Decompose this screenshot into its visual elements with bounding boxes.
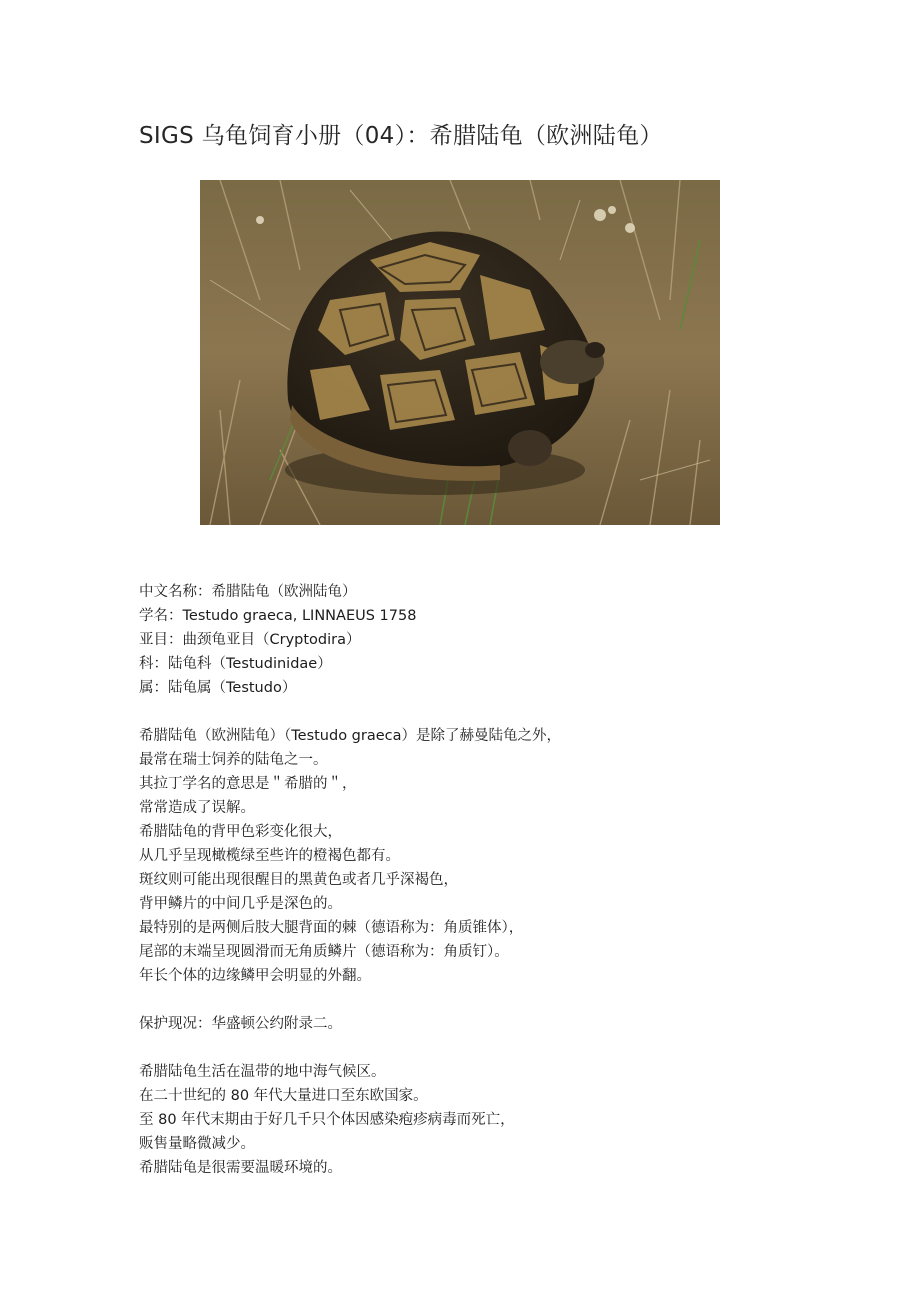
paragraph-gap xyxy=(139,700,839,724)
paragraph-gap xyxy=(139,1036,839,1060)
description-line: 从几乎呈现橄榄绿至些许的橙褐色都有。 xyxy=(139,848,400,864)
description-line: 常常造成了误解。 xyxy=(139,800,255,816)
description-line: 希腊陆龟（欧洲陆龟）（Testudo graeca）是除了赫曼陆龟之外， xyxy=(139,728,562,744)
info-chinese-name: 中文名称：希腊陆龟（欧洲陆龟） xyxy=(139,584,357,600)
page-title: SIGS 乌龟饲育小册（04）：希腊陆龟（欧洲陆龟） xyxy=(139,123,663,149)
description-line: 斑纹则可能出现很醒目的黑黄色或者几乎深褐色， xyxy=(139,872,458,888)
protection-status: 保护现况：华盛顿公约附录二。 xyxy=(139,1016,342,1032)
description-line: 尾部的末端呈现圆滑而无角质鳞片（德语称为：角质钉）。 xyxy=(139,944,509,960)
info-genus: 属：陆龟属（Testudo） xyxy=(139,680,297,696)
tortoise-photo xyxy=(200,180,720,525)
description-line: 最特别的是两侧后肢大腿背面的棘（德语称为：角质锥体）， xyxy=(139,920,524,936)
habitat-line: 贩售量略微减少。 xyxy=(139,1136,255,1152)
info-suborder: 亚目：曲颈龟亚目（Cryptodira） xyxy=(139,632,361,648)
document-body xyxy=(139,580,839,1180)
habitat-line: 希腊陆龟生活在温带的地中海气候区。 xyxy=(139,1064,386,1080)
info-scientific-name: 学名：Testudo graeca, LINNAEUS 1758 xyxy=(139,608,417,624)
description-line: 其拉丁学名的意思是＂希腊的＂， xyxy=(139,776,357,792)
habitat-line: 在二十世纪的 80 年代大量进口至东欧国家。 xyxy=(139,1088,428,1104)
description-line: 希腊陆龟的背甲色彩变化很大， xyxy=(139,824,342,840)
info-family: 科：陆龟科（Testudinidae） xyxy=(139,656,332,672)
description-line: 背甲鳞片的中间几乎是深色的。 xyxy=(139,896,342,912)
description-line: 最常在瑞士饲养的陆龟之一。 xyxy=(139,752,328,768)
description-line: 年长个体的边缘鳞甲会明显的外翻。 xyxy=(139,968,371,984)
paragraph-gap xyxy=(139,988,839,1012)
habitat-line: 希腊陆龟是很需要温暖环境的。 xyxy=(139,1160,342,1176)
habitat-line: 至 80 年代末期由于好几千只个体因感染疱疹病毒而死亡， xyxy=(139,1112,515,1128)
